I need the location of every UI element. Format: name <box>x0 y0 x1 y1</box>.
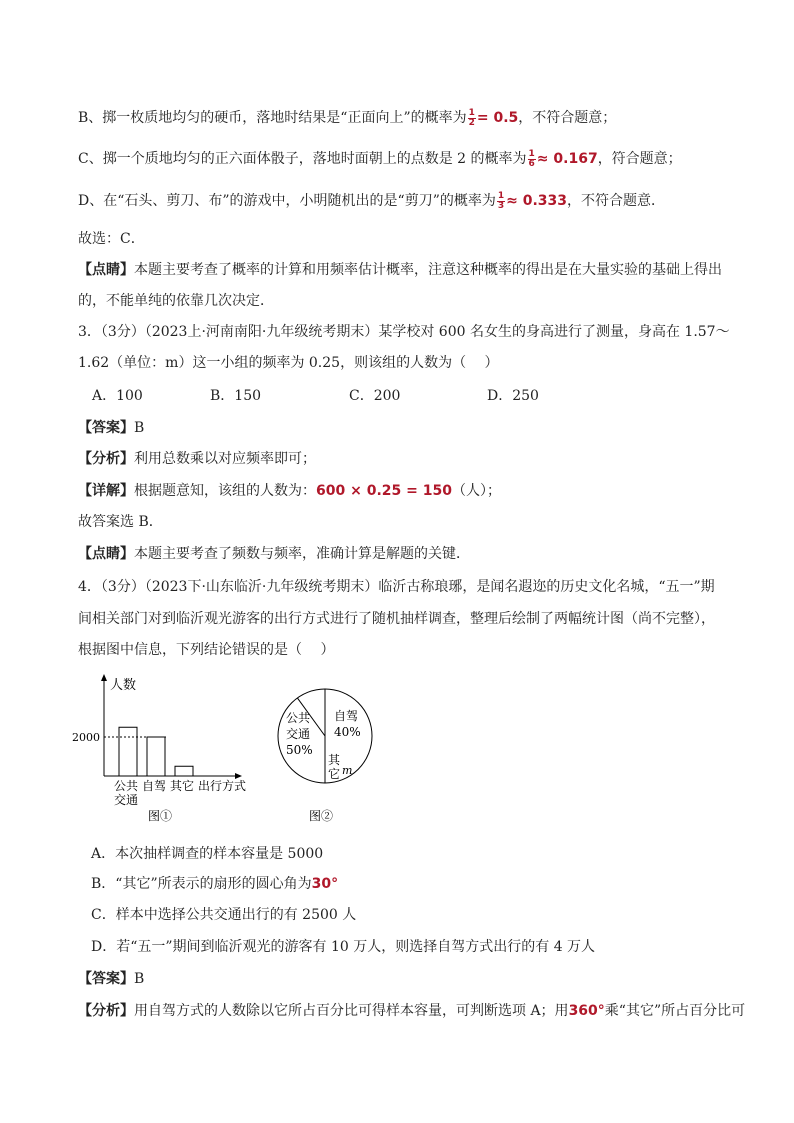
x-label-public-2: 交通 <box>114 793 139 807</box>
dianjing-1-line2: 的，不能单纯的依靠几次决定． <box>78 293 274 309</box>
x-label-other: 其它 <box>170 779 195 793</box>
solution-option-d: D、在“石头、剪刀、布”的游戏中，小明随机出的是“剪刀”的概率为 $\frac{1}{3}$ ≈ 0.333，不符合题意． <box>78 190 666 211</box>
q3-choose: 故答案选 B． <box>78 514 163 530</box>
bar-chart-figure <box>70 672 270 822</box>
x-axis-title: 出行方式 <box>198 779 247 793</box>
q3-detail: 【详解】根据题意知，该组的人数为：600 × 0.25 = 150（人）； <box>78 483 501 499</box>
figure-1-caption: 图① <box>148 809 173 822</box>
question-4-line2: 间相关部门对到临沂观光游客的出行方式进行了随机抽样调查，整理后绘制了两幅统计图（尚不完整）， <box>78 611 715 627</box>
dianjing-1-line1: 【点睛】本题主要考查了概率的计算和用频率估计概率，注意这种概率的得出是在大量实验的基础上得出 <box>78 262 722 278</box>
pie-value-public: 50% <box>286 743 313 757</box>
q3-answer: 【答案】B <box>78 420 145 436</box>
pie-label-self-drive: 自驾 <box>334 709 359 723</box>
question-4-line3: 根据图中信息，下列结论错误的是（ ） <box>78 642 335 658</box>
x-label-self-drive: 自驾 <box>142 779 167 793</box>
solution-option-c: C、掷一个质地均匀的正六面体骰子，落地时面朝上的点数是 2 的概率为 $\frac{1}{6}$ ≈ 0.167，符合题意； <box>78 148 682 169</box>
pie-label-other: 其 <box>328 753 341 767</box>
x-label-public: 公共 <box>114 779 139 793</box>
q4-analysis: 【分析】用自驾方式的人数除以它所占百分比可得样本容量，可判断选项 A；用360°乘“其它”所占百分比可 <box>78 1003 746 1019</box>
fraction-one-sixth: $\frac{1}{6}$ <box>528 148 535 169</box>
q3-option-b: B．150 <box>210 388 262 404</box>
q4-option-b: B．“其它”所表示的扇形的圆心角为30° <box>91 876 339 892</box>
bar-2 <box>175 766 193 776</box>
q3-option-a: A．100 <box>92 388 143 404</box>
bar-0 <box>119 727 137 776</box>
pie-label-public-2: 交通 <box>286 727 311 741</box>
fraction-one-half: $\frac{1}{2}$ <box>468 107 475 128</box>
pie-value-self-drive: 40% <box>334 725 361 739</box>
q4-answer: 【答案】B <box>78 971 145 987</box>
q4-option-d: D．若“五一”期间到临沂观光的游客有 10 万人，则选择自驾方式出行的有 4 万人 <box>91 939 596 955</box>
pie-label-other-2: 它 <box>328 767 341 781</box>
pie-label-public: 公共 <box>286 711 311 725</box>
pie-value-other-m: m <box>342 764 353 777</box>
fraction-one-third: $\frac{1}{3}$ <box>497 190 505 211</box>
question-3-line1: 3．（3分）（2023上·河南南阳·九年级统考期末）某学校对 600 名女生的身高进行了测量，身高在 1.57～ <box>78 324 730 340</box>
q3-dianjing: 【点睛】本题主要考查了频数与频率，准确计算是解题的关键． <box>78 546 470 562</box>
q4-option-a: A．本次抽样调查的样本容量是 5000 <box>91 846 324 862</box>
y-axis-arrow <box>101 674 107 681</box>
q3-option-d: D．250 <box>487 388 539 404</box>
figure-2-caption: 图② <box>309 809 334 822</box>
question-3-line2: 1.62（单位：m）这一小组的频率为 0.25，则该组的人数为（ ） <box>78 355 499 371</box>
y-axis-label: 人数 <box>110 678 137 693</box>
q3-analysis: 【分析】利用总数乘以对应频率即可； <box>78 451 316 467</box>
solution-option-b: B、掷一枚质地均匀的硬币，落地时结果是“正面向上”的概率为 $\frac{1}{2}$ = 0.5，不符合题意； <box>78 107 617 128</box>
y-tick-label: 2000 <box>72 731 100 744</box>
pie-chart-figure <box>270 672 380 822</box>
q3-option-c: C．200 <box>349 388 401 404</box>
question-4-line1: 4．（3分）（2023下·山东临沂·九年级统考期末）临沂古称琅琊，是闻名遐迩的历史文化名城，“五一”期 <box>78 579 715 595</box>
bar-1 <box>147 737 165 776</box>
choose-answer-c: 故选：C． <box>78 231 145 247</box>
q4-option-c: C．样本中选择公共交通出行的有 2500 人 <box>91 907 357 923</box>
